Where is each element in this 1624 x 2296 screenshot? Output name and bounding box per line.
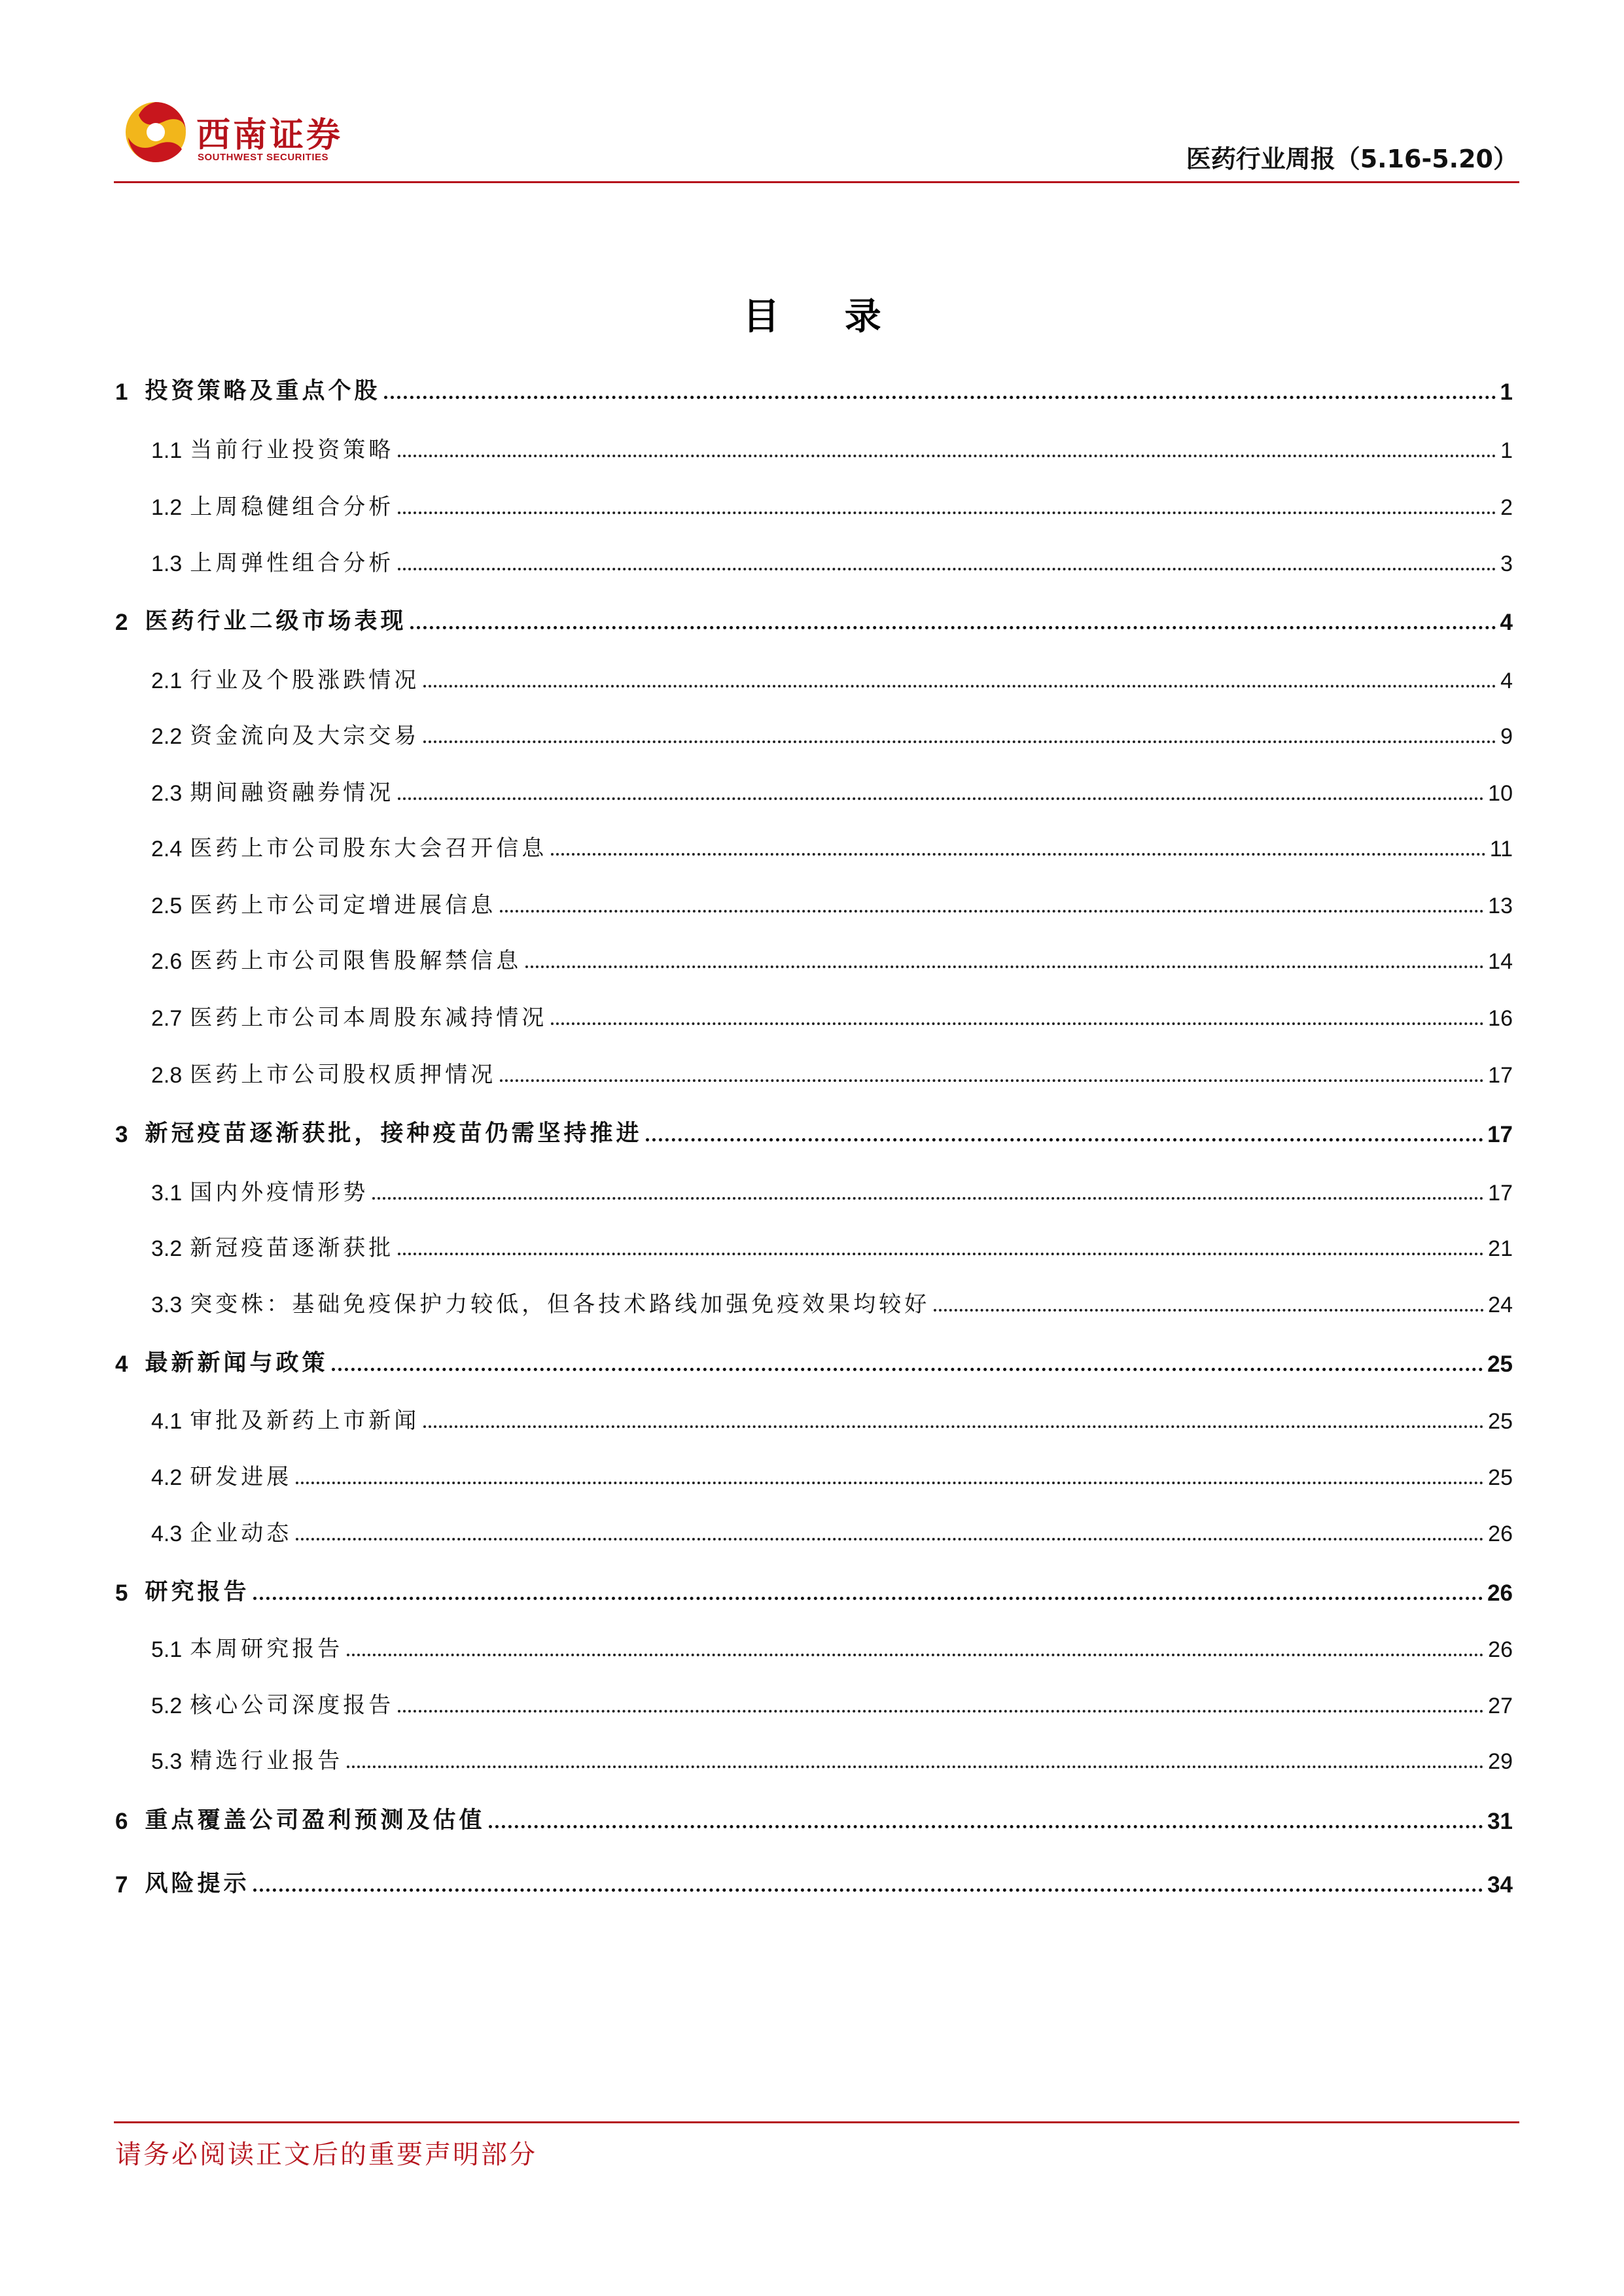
toc-entry[interactable] bbox=[115, 1109, 1513, 1148]
toc-page-number: 17 bbox=[1487, 1122, 1513, 1147]
toc-entry-title: 投资策略及重点个股 bbox=[145, 378, 381, 404]
toc-entry-number: 5.3 bbox=[151, 1749, 183, 1774]
toc-page-number: 26 bbox=[1488, 1522, 1513, 1546]
toc-entry[interactable] bbox=[115, 1680, 1513, 1719]
toc-page-number: 34 bbox=[1487, 1872, 1513, 1898]
toc-entry[interactable] bbox=[115, 1223, 1513, 1262]
toc-entry-title: 行业及个股涨跌情况 bbox=[190, 667, 420, 693]
toc-entry[interactable] bbox=[115, 1508, 1513, 1547]
toc-entry-number: 2.2 bbox=[151, 724, 183, 749]
toc-dot-leader bbox=[525, 965, 1484, 968]
toc-entry[interactable] bbox=[115, 1049, 1513, 1088]
toc-entry[interactable] bbox=[115, 823, 1513, 862]
toc-page-number: 24 bbox=[1488, 1293, 1513, 1317]
toc-entry[interactable] bbox=[115, 597, 1513, 636]
toc-dot-leader bbox=[398, 797, 1484, 800]
toc-entry-title: 医药行业二级市场表现 bbox=[145, 608, 407, 635]
toc-dot-leader bbox=[410, 626, 1496, 629]
toc-entry-title: 医药上市公司限售股解禁信息 bbox=[190, 948, 522, 974]
toc-heading: 目 录 bbox=[743, 296, 908, 338]
toc-entry-number: 3.1 bbox=[151, 1181, 183, 1206]
toc-entry-title: 突变株：基础免疫保护力较低，但各技术路线加强免疫效果均较好 bbox=[190, 1291, 930, 1317]
toc-dot-leader bbox=[347, 1765, 1484, 1768]
footer-disclaimer: 请务必阅读正文后的重要声明部分 bbox=[115, 2140, 537, 2170]
toc-entry[interactable] bbox=[115, 1796, 1513, 1835]
toc-page-number: 25 bbox=[1488, 1409, 1513, 1434]
toc-entry-number: 7 bbox=[115, 1872, 128, 1898]
toc-entry-number: 1.3 bbox=[151, 551, 183, 576]
toc-page-number: 4 bbox=[1500, 669, 1513, 693]
toc-dot-leader bbox=[253, 1888, 1483, 1892]
toc-page-number: 17 bbox=[1488, 1063, 1513, 1088]
toc-dot-leader bbox=[398, 1253, 1484, 1255]
company-logo bbox=[123, 98, 344, 170]
toc-page-number: 1 bbox=[1500, 379, 1513, 405]
toc-entry-number: 2.8 bbox=[151, 1063, 183, 1088]
toc-entry-title: 研究报告 bbox=[145, 1579, 250, 1605]
toc-dot-leader bbox=[296, 1482, 1484, 1484]
toc-entry-title: 最新新闻与政策 bbox=[145, 1350, 328, 1376]
toc-entry-title: 风险提示 bbox=[145, 1871, 250, 1897]
toc-entry[interactable] bbox=[115, 1338, 1513, 1378]
toc-entry[interactable] bbox=[115, 425, 1513, 464]
toc-page-number: 2 bbox=[1500, 495, 1513, 520]
toc-dot-leader bbox=[332, 1368, 1483, 1371]
toc-entry[interactable] bbox=[115, 767, 1513, 807]
toc-entry-number: 3.3 bbox=[151, 1293, 183, 1317]
toc-entry-title: 国内外疫情形势 bbox=[190, 1179, 369, 1206]
toc-page-number: 16 bbox=[1488, 1006, 1513, 1031]
toc-entry-number: 6 bbox=[115, 1809, 128, 1834]
toc-entry[interactable] bbox=[115, 935, 1513, 975]
toc-dot-leader bbox=[398, 455, 1496, 457]
toc-dot-leader bbox=[489, 1825, 1483, 1828]
toc-dot-leader bbox=[384, 396, 1496, 399]
toc-entry-title: 上周稳健组合分析 bbox=[190, 494, 395, 520]
toc-entry[interactable] bbox=[115, 481, 1513, 521]
toc-entry-number: 1 bbox=[115, 379, 128, 405]
toc-entry-number: 2 bbox=[115, 610, 128, 635]
toc-entry-number: 2.3 bbox=[151, 781, 183, 806]
toc-dot-leader bbox=[253, 1597, 1483, 1600]
toc-entry-number: 2.4 bbox=[151, 837, 183, 861]
toc-entry-number: 4.2 bbox=[151, 1465, 183, 1490]
toc-entry[interactable] bbox=[115, 880, 1513, 919]
toc-page-number: 17 bbox=[1488, 1181, 1513, 1206]
toc-page-number: 11 bbox=[1489, 837, 1513, 861]
toc-entry[interactable] bbox=[115, 366, 1513, 406]
footer-divider bbox=[114, 2121, 1519, 2123]
toc-dot-leader bbox=[500, 1079, 1484, 1082]
sun-swirl-logo-icon bbox=[123, 99, 188, 165]
toc-entry[interactable] bbox=[115, 1567, 1513, 1607]
toc-entry-number: 2.1 bbox=[151, 669, 183, 693]
toc-page-number: 27 bbox=[1488, 1694, 1513, 1718]
toc-dot-leader bbox=[398, 512, 1496, 514]
toc-page-number: 9 bbox=[1500, 724, 1513, 749]
toc-entry-number: 1.1 bbox=[151, 438, 183, 463]
toc-entry-title: 当前行业投资策略 bbox=[190, 437, 395, 463]
toc-entry-title: 企业动态 bbox=[190, 1520, 292, 1546]
report-title: 医药行业周报（5.16-5.20） bbox=[1186, 145, 1518, 173]
toc-page-number: 31 bbox=[1487, 1809, 1513, 1834]
toc-entry[interactable] bbox=[115, 655, 1513, 694]
toc-entry[interactable] bbox=[115, 710, 1513, 750]
toc-page-number: 21 bbox=[1488, 1236, 1513, 1261]
toc-dot-leader bbox=[934, 1309, 1484, 1312]
toc-entry-number: 5.1 bbox=[151, 1637, 183, 1662]
toc-page-number: 13 bbox=[1488, 894, 1513, 918]
toc-entry[interactable] bbox=[115, 992, 1513, 1032]
toc-entry-number: 2.5 bbox=[151, 894, 183, 918]
page-header bbox=[0, 0, 1624, 190]
toc-entry[interactable] bbox=[115, 1859, 1513, 1898]
toc-dot-leader bbox=[296, 1538, 1484, 1540]
toc-dot-leader bbox=[551, 853, 1485, 856]
logo-name: 西南证券 bbox=[196, 115, 344, 155]
toc-page-number: 4 bbox=[1500, 610, 1513, 635]
toc-page-number: 25 bbox=[1488, 1465, 1513, 1490]
toc-entry-title: 医药上市公司本周股东减持情况 bbox=[190, 1005, 548, 1031]
logo-subtitle: SOUTHWEST SECURITIES bbox=[198, 152, 329, 163]
toc-dot-leader bbox=[423, 685, 1496, 687]
toc-entry-number: 3 bbox=[115, 1122, 128, 1147]
toc-entry-title: 重点覆盖公司盈利预测及估值 bbox=[145, 1807, 485, 1834]
toc-entry-number: 4 bbox=[115, 1351, 128, 1377]
toc-dot-leader bbox=[500, 910, 1484, 913]
toc-dot-leader bbox=[347, 1654, 1484, 1656]
toc-entry-title: 审批及新药上市新闻 bbox=[190, 1408, 420, 1434]
toc-entry-title: 本周研究报告 bbox=[190, 1636, 344, 1662]
toc-page-number: 29 bbox=[1488, 1749, 1513, 1774]
toc-entry[interactable] bbox=[115, 538, 1513, 577]
toc-page-number: 26 bbox=[1488, 1637, 1513, 1662]
toc-entry-title: 医药上市公司股东大会召开信息 bbox=[190, 835, 548, 861]
toc-dot-leader bbox=[398, 1710, 1484, 1713]
toc-page-number: 1 bbox=[1500, 438, 1513, 463]
toc-entry-title: 研发进展 bbox=[190, 1464, 292, 1490]
toc-entry-title: 新冠疫苗逐渐获批，接种疫苗仍需坚持推进 bbox=[145, 1121, 643, 1147]
toc-entry[interactable] bbox=[115, 1624, 1513, 1663]
toc-entry-title: 上周弹性组合分析 bbox=[190, 550, 395, 576]
header-divider bbox=[114, 181, 1519, 183]
toc-dot-leader bbox=[398, 568, 1496, 570]
toc-entry[interactable] bbox=[115, 1279, 1513, 1318]
toc-page-number: 3 bbox=[1500, 551, 1513, 576]
toc-dot-leader bbox=[423, 740, 1496, 743]
toc-entry-title: 期间融资融券情况 bbox=[190, 780, 395, 806]
toc-page-number: 14 bbox=[1488, 949, 1513, 974]
toc-page-number: 10 bbox=[1488, 781, 1513, 806]
toc-entry-number: 2.7 bbox=[151, 1006, 183, 1031]
toc-entry-number: 4.3 bbox=[151, 1522, 183, 1546]
toc-entry-title: 医药上市公司定增进展信息 bbox=[190, 892, 497, 918]
toc-entry[interactable] bbox=[115, 1167, 1513, 1206]
toc-dot-leader bbox=[551, 1022, 1484, 1025]
toc-entry-number: 5.2 bbox=[151, 1694, 183, 1718]
toc-entry-number: 3.2 bbox=[151, 1236, 183, 1261]
toc-entry-number: 1.2 bbox=[151, 495, 183, 520]
toc-entry-number: 2.6 bbox=[151, 949, 183, 974]
toc-entry[interactable] bbox=[115, 1395, 1513, 1435]
toc-entry-number: 4.1 bbox=[151, 1409, 183, 1434]
toc-dot-leader bbox=[646, 1138, 1483, 1141]
toc-page-number: 25 bbox=[1487, 1351, 1513, 1377]
toc-entry-title: 医药上市公司股权质押情况 bbox=[190, 1062, 497, 1088]
toc-dot-leader bbox=[372, 1197, 1484, 1200]
toc-entry-title: 精选行业报告 bbox=[190, 1748, 344, 1774]
toc-entry-title: 核心公司深度报告 bbox=[190, 1692, 395, 1718]
toc-entry-number: 5 bbox=[115, 1580, 128, 1606]
toc-entry-title: 资金流向及大宗交易 bbox=[190, 723, 420, 749]
toc-dot-leader bbox=[423, 1425, 1484, 1428]
toc-entry[interactable] bbox=[115, 1452, 1513, 1491]
toc-entry-title: 新冠疫苗逐渐获批 bbox=[190, 1235, 395, 1261]
toc-page-number: 26 bbox=[1487, 1580, 1513, 1606]
toc-entry[interactable] bbox=[115, 1735, 1513, 1775]
